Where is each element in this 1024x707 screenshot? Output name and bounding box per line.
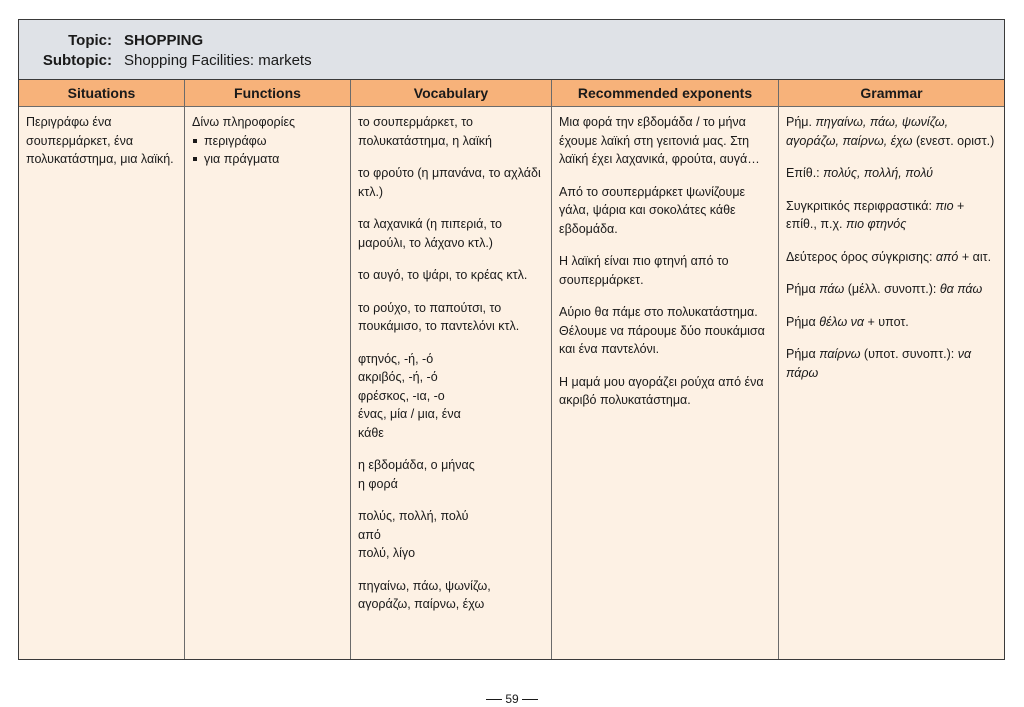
grammar-text: (υποτ. συνοπτ.): xyxy=(860,347,958,361)
grammar-text: Ρήμα xyxy=(786,347,820,361)
grammar-italic: να πάρω xyxy=(786,347,972,380)
vocabulary-entry: πολύς, πολλή, πολύ από πολύ, λίγο xyxy=(358,509,469,560)
vocabulary-entry: το ρούχο, το παπούτσι, το πουκάμισο, το παντελόνι κτλ. xyxy=(358,300,520,333)
vocabulary-entry: το σουπερμάρκετ, το πολυκατάστημα, η λαϊκή xyxy=(358,115,492,148)
functions-intro: Δίνω πληροφορίες xyxy=(192,115,296,129)
grammar-italic: πηγαίνω, πάω, ψωνίζω, αγοράζω, παίρνω, έχω xyxy=(786,115,949,148)
grammar-cell xyxy=(779,107,1004,659)
grammar-entry xyxy=(786,164,998,183)
exponent-entry: Αύριο θα πάμε στο πολυκατάστημα. Θέλουμε να πάρουμε δύο πουκάμισα και ένα παντελόνι. xyxy=(559,305,765,356)
grammar-text: Δεύτερος όρος σύγκρισης: xyxy=(786,249,936,264)
grammar-italic: παίρνω xyxy=(819,347,861,361)
grammar-italic: από xyxy=(935,249,959,264)
header-vocabulary: Vocabulary xyxy=(413,85,489,101)
subtopic-value: Shopping Facilities: markets xyxy=(124,52,312,69)
vocabulary-cell xyxy=(351,107,551,659)
header-functions: Functions xyxy=(234,85,301,101)
page-number-dash xyxy=(522,699,538,700)
topic-line xyxy=(31,32,203,49)
syllabus-table xyxy=(18,19,1005,660)
grammar-italic: θα πάω xyxy=(939,282,983,296)
subtopic-label: Subtopic: xyxy=(42,52,112,69)
grammar-text: Συγκριτικός περιφραστικά: xyxy=(786,198,936,213)
grammar-text: (ενεστ. οριστ.) xyxy=(912,133,995,148)
topic-value: SHOPPING xyxy=(124,32,204,49)
grammar-text: Επίθ.: xyxy=(786,166,824,180)
vocabulary-entry: φτηνός, -ή, -ό ακριβός, -ή, -ό φρέσκος, -ια, -ο ένας, μία / μια, ένα κάθε xyxy=(358,351,461,440)
grammar-entry xyxy=(786,248,998,267)
situations-cell xyxy=(19,107,184,659)
vocabulary-entry: τα λαχανικά (η πιπεριά, το μαρούλι, το λάχανο κτλ.) xyxy=(358,217,502,250)
grammar-entry xyxy=(786,280,998,299)
functions-cell xyxy=(185,107,350,659)
grammar-text: (μέλλ. συνοπτ.): xyxy=(844,282,940,296)
grammar-entry xyxy=(786,345,998,382)
column-header-row xyxy=(19,80,1004,107)
vocabulary-entry: το φρούτο (η μπανάνα, το αχλάδι κτλ.) xyxy=(358,166,541,199)
grammar-text: + επίθ., π.χ. xyxy=(786,198,965,231)
topic-label: Topic: xyxy=(68,32,112,49)
exponent-entry: Από το σουπερμάρκετ ψωνίζουμε γάλα, ψάρια και σοκολάτες κάθε εβδομάδα. xyxy=(559,184,746,236)
grammar-entry xyxy=(786,197,998,234)
grammar-italic: πιο φτηνός xyxy=(845,217,907,231)
situations-text: Περιγράφω ένα σουπερμάρκετ, ένα πολυκατάστημα, μια λαϊκή. xyxy=(26,115,174,166)
header-exponents: Recommended exponents xyxy=(577,85,753,101)
vocabulary-entry: το αυγό, το ψάρι, το κρέας κτλ. xyxy=(358,268,528,282)
page-number-value: 59 xyxy=(505,692,519,706)
header-grammar: Grammar xyxy=(860,85,923,101)
grammar-entry xyxy=(786,313,998,332)
grammar-text: Ρήμα xyxy=(786,314,820,329)
functions-bullet: για πράγματα xyxy=(192,150,344,169)
functions-list xyxy=(192,132,344,169)
exponent-entry: Μια φορά την εβδομάδα / το μήνα έχουμε λαϊκή στη γειτονιά μας. Στη λαϊκή έχει λαχανικά, φρούτα, αυγά… xyxy=(559,115,760,166)
grammar-italic: πιο xyxy=(935,198,954,213)
vocabulary-entry: πηγαίνω, πάω, ψωνίζω, αγοράζω, παίρνω, έχω xyxy=(358,578,491,611)
grammar-italic: πάω xyxy=(819,282,845,296)
topic-header xyxy=(19,20,1004,80)
exponents-cell xyxy=(552,107,778,659)
grammar-entry xyxy=(786,113,998,150)
vocabulary-entry: η εβδομάδα, ο μήνας η φορά xyxy=(358,458,475,491)
subtopic-line xyxy=(31,52,312,69)
grammar-text: Ρήμα xyxy=(786,282,820,296)
functions-bullet: περιγράφω xyxy=(192,132,344,151)
exponent-entry: Η μαμά μου αγοράζει ρούχα από ένα ακριβό πολυκατάστημα. xyxy=(559,374,764,407)
grammar-italic: θέλω να xyxy=(819,314,865,329)
grammar-italic: πολύς, πολλή, πολύ xyxy=(823,166,934,180)
grammar-text: Ρήμ. xyxy=(786,115,816,129)
grammar-text: + αιτ. xyxy=(958,249,992,264)
page-number-dash xyxy=(486,699,502,700)
page-number xyxy=(0,692,1024,706)
header-situations: Situations xyxy=(67,85,136,101)
grammar-text: + υποτ. xyxy=(864,314,909,329)
exponent-entry: Η λαϊκή είναι πιο φτηνή από το σουπερμάρκετ. xyxy=(559,254,729,287)
